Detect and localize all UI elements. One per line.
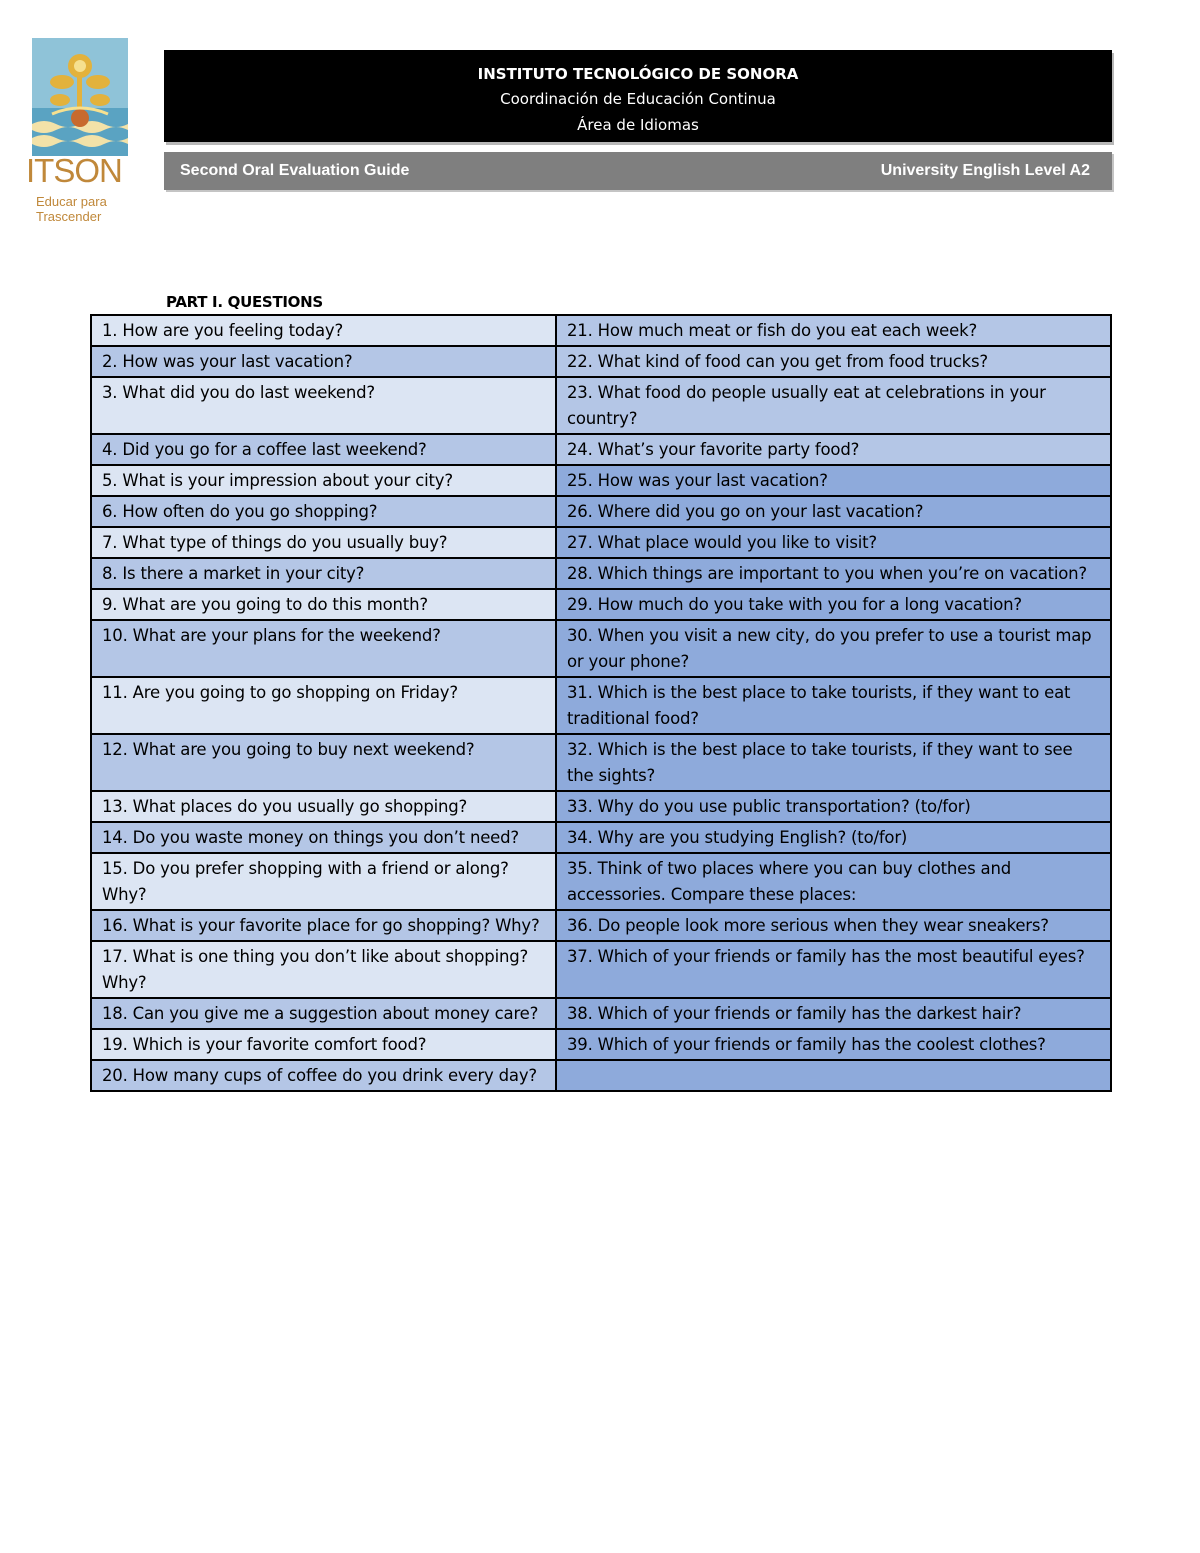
table-row bbox=[91, 346, 1111, 377]
question-left: 3. What did you do last weekend? bbox=[91, 377, 556, 434]
question-left: 20. How many cups of coffee do you drink every day? bbox=[91, 1060, 556, 1091]
table-row bbox=[91, 589, 1111, 620]
itson-logo bbox=[24, 38, 134, 228]
table-row bbox=[91, 941, 1111, 998]
question-right: 37. Which of your friends or family has the most beautiful eyes? bbox=[556, 941, 1111, 998]
table-row bbox=[91, 1060, 1111, 1091]
question-left: 8. Is there a market in your city? bbox=[91, 558, 556, 589]
question-right bbox=[556, 1060, 1111, 1091]
question-left: 4. Did you go for a coffee last weekend? bbox=[91, 434, 556, 465]
question-left: 7. What type of things do you usually buy? bbox=[91, 527, 556, 558]
question-left: 5. What is your impression about your city? bbox=[91, 465, 556, 496]
institution-name: INSTITUTO TECNOLÓGICO DE SONORA bbox=[477, 65, 799, 83]
table-row bbox=[91, 496, 1111, 527]
question-right: 35. Think of two places where you can buy clothes and accessories. Compare these places: bbox=[556, 853, 1111, 910]
question-right: 23. What food do people usually eat at celebrations in your country? bbox=[556, 377, 1111, 434]
header-banner bbox=[164, 50, 1112, 142]
question-left: 16. What is your favorite place for go shopping? Why? bbox=[91, 910, 556, 941]
question-right: 25. How was your last vacation? bbox=[556, 465, 1111, 496]
table-row bbox=[91, 377, 1111, 434]
questions-table bbox=[90, 314, 1112, 1092]
table-row bbox=[91, 734, 1111, 791]
table-row bbox=[91, 1029, 1111, 1060]
question-left: 1. How are you feeling today? bbox=[91, 315, 556, 346]
subheader-bar bbox=[164, 152, 1112, 190]
table-row bbox=[91, 558, 1111, 589]
question-left: 9. What are you going to do this month? bbox=[91, 589, 556, 620]
table-row bbox=[91, 465, 1111, 496]
table-row bbox=[91, 853, 1111, 910]
logo-tagline-line1: Educar para bbox=[36, 194, 107, 209]
table-row bbox=[91, 998, 1111, 1029]
logo-tagline-line2: Trascender bbox=[36, 209, 102, 224]
table-row bbox=[91, 677, 1111, 734]
table-row bbox=[91, 791, 1111, 822]
question-left: 6. How often do you go shopping? bbox=[91, 496, 556, 527]
question-right: 29. How much do you take with you for a long vacation? bbox=[556, 589, 1111, 620]
question-right: 39. Which of your friends or family has the coolest clothes? bbox=[556, 1029, 1111, 1060]
question-left: 12. What are you going to buy next weekend? bbox=[91, 734, 556, 791]
questions-table-body bbox=[91, 315, 1111, 1091]
question-right: 38. Which of your friends or family has the darkest hair? bbox=[556, 998, 1111, 1029]
table-row bbox=[91, 315, 1111, 346]
table-row bbox=[91, 527, 1111, 558]
question-left: 18. Can you give me a suggestion about money care? bbox=[91, 998, 556, 1029]
question-right: 32. Which is the best place to take tourists, if they want to see the sights? bbox=[556, 734, 1111, 791]
question-right: 31. Which is the best place to take tourists, if they want to eat traditional food? bbox=[556, 677, 1111, 734]
question-left: 17. What is one thing you don’t like about shopping? Why? bbox=[91, 941, 556, 998]
table-row bbox=[91, 620, 1111, 677]
table-row bbox=[91, 910, 1111, 941]
question-left: 15. Do you prefer shopping with a friend or along? Why? bbox=[91, 853, 556, 910]
question-right: 24. What’s your favorite party food? bbox=[556, 434, 1111, 465]
question-left: 11. Are you going to go shopping on Friday? bbox=[91, 677, 556, 734]
department-name: Coordinación de Educación Continua bbox=[500, 90, 776, 108]
question-right: 33. Why do you use public transportation? (to/for) bbox=[556, 791, 1111, 822]
table-row bbox=[91, 434, 1111, 465]
question-right: 30. When you visit a new city, do you prefer to use a tourist map or your phone? bbox=[556, 620, 1111, 677]
table-row bbox=[91, 822, 1111, 853]
question-left: 13. What places do you usually go shopping? bbox=[91, 791, 556, 822]
guide-title: Second Oral Evaluation Guide bbox=[180, 162, 410, 179]
question-right: 28. Which things are important to you when you’re on vacation? bbox=[556, 558, 1111, 589]
question-left: 10. What are your plans for the weekend? bbox=[91, 620, 556, 677]
logo-name: ITSON bbox=[26, 152, 122, 189]
question-right: 36. Do people look more serious when they wear sneakers? bbox=[556, 910, 1111, 941]
course-level: University English Level A2 bbox=[880, 162, 1090, 179]
question-right: 22. What kind of food can you get from food trucks? bbox=[556, 346, 1111, 377]
question-right: 26. Where did you go on your last vacation? bbox=[556, 496, 1111, 527]
question-right: 34. Why are you studying English? (to/for) bbox=[556, 822, 1111, 853]
question-right: 27. What place would you like to visit? bbox=[556, 527, 1111, 558]
question-left: 19. Which is your favorite comfort food? bbox=[91, 1029, 556, 1060]
logo-tagline bbox=[36, 194, 107, 224]
itson-emblem-icon bbox=[32, 38, 128, 156]
area-name: Área de Idiomas bbox=[577, 116, 699, 134]
question-left: 14. Do you waste money on things you don’t need? bbox=[91, 822, 556, 853]
part-title: PART I. QUESTIONS bbox=[166, 293, 323, 311]
question-left: 2. How was your last vacation? bbox=[91, 346, 556, 377]
question-right: 21. How much meat or fish do you eat each week? bbox=[556, 315, 1111, 346]
